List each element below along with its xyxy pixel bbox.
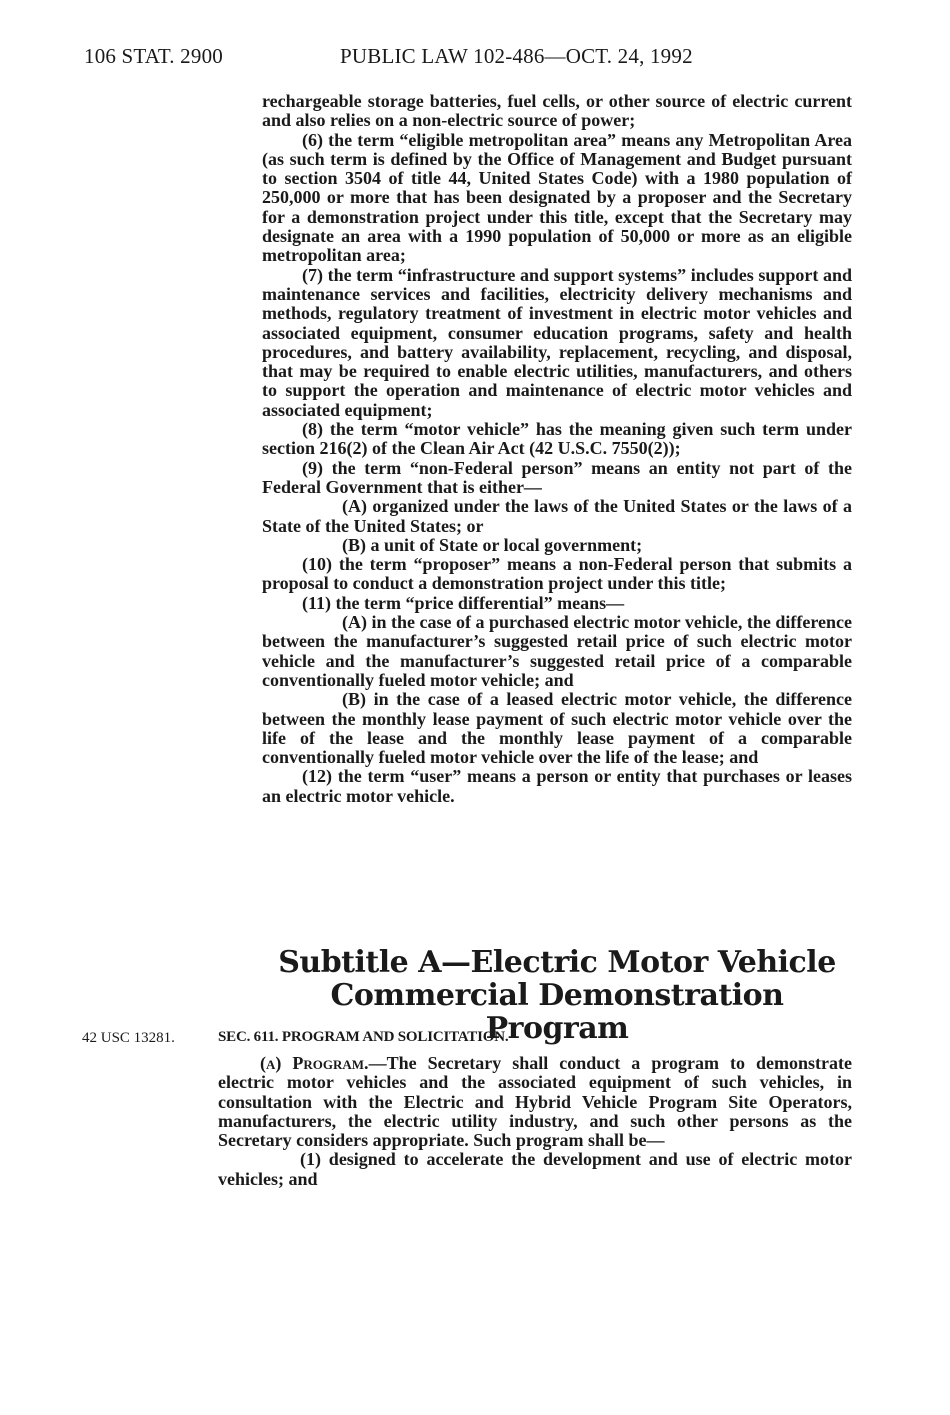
definition-6: (6) the term “eligible metropolitan area” means any Metropolitan Area (as such term is defined by the Office of Management and Budget pursuant to section 3504 of title 44, United States Code) with a 1980 population of 250,000 or more that has been designated by a proposer and the Secretary for a demonstration project under this title, except that the Secretary may designate an area with a 1990 population of 50,000 or more as an eligible metropolitan area; bbox=[262, 129, 852, 266]
public-law-citation: PUBLIC LAW 102-486—OCT. 24, 1992 bbox=[340, 44, 693, 68]
definition-7: (7) the term “infrastructure and support systems” includes support and maintenance services and facilities, electricity delivery mechanisms and methods, regulatory treatment of investment in electric motor vehicles and associated equipment, consumer education programs, safety and health procedures, and battery availability, replacement, recycling, and disposal, that may be required to enable electric utilities, manufacturers, and others to support the operation and maintenance of electric motor vehicles and associated equipment; bbox=[262, 264, 852, 420]
definition-9: (9) the term “non-Federal person” means an entity not part of the Federal Government that is either— bbox=[262, 457, 852, 497]
subtitle-line-2: Commercial Demonstration Program bbox=[330, 978, 784, 1046]
definition-11-a: (A) in the case of a purchased electric motor vehicle, the difference between the manufacturer’s suggested retail price of such electric motor vehicle and the manufacturer’s suggested retail price of a comparable conventionally fueled motor vehicle; and bbox=[262, 612, 852, 690]
stat-page-number: 106 STAT. 2900 bbox=[84, 44, 223, 68]
usc-margin-note: 42 USC 13281. bbox=[82, 1030, 175, 1046]
section-heading: SEC. 611. PROGRAM AND SOLICITATION. bbox=[218, 1029, 509, 1045]
subsection-a-label: (a) Program. bbox=[260, 1053, 369, 1073]
definition-11: (11) the term “price differential” means— bbox=[302, 592, 625, 613]
paragraph-continued: rechargeable storage batteries, fuel cells, or other source of electric current and also relies on a non-electric source of power; bbox=[262, 91, 852, 131]
subsection-a bbox=[218, 1054, 852, 1150]
definition-12: (12) the term “user” means a person or entity that purchases or leases an electric motor vehicle. bbox=[262, 766, 852, 806]
page-header bbox=[84, 44, 856, 74]
section-body bbox=[218, 1054, 852, 1189]
subtitle-line-1: Subtitle A—Electric Motor Vehicle bbox=[278, 945, 836, 980]
definition-9-a: (A) organized under the laws of the United States or the laws of a State of the United States; or bbox=[262, 496, 852, 536]
subsection-a-text: —The Secretary shall conduct a program to demonstrate electric motor vehicles and the associated equipment of such vehicles, in consultation with the Electric and Hybrid Vehicle Program Site Operators, manufacturers, the electric utility industry, and such other persons as the Secretary considers appropriate. Such program shall be— bbox=[218, 1053, 852, 1151]
definitions-text bbox=[262, 92, 852, 806]
definition-11-b: (B) in the case of a leased electric motor vehicle, the difference between the monthly lease payment of such electric motor vehicle over the life of the lease and the monthly lease payment of a comparable conventionally fueled motor vehicle over the life of the lease; and bbox=[262, 689, 852, 768]
definition-8: (8) the term “motor vehicle” has the meaning given such term under section 216(2) of the Clean Air Act (42 U.S.C. 7550(2)); bbox=[262, 419, 852, 459]
subsection-a-item-1: (1) designed to accelerate the development and use of electric motor vehicles; and bbox=[218, 1149, 852, 1189]
definition-10: (10) the term “proposer” means a non-Federal person that submits a proposal to conduct a demonstration project under this title; bbox=[262, 554, 852, 594]
definition-9-b: (B) a unit of State or local government; bbox=[342, 534, 643, 555]
